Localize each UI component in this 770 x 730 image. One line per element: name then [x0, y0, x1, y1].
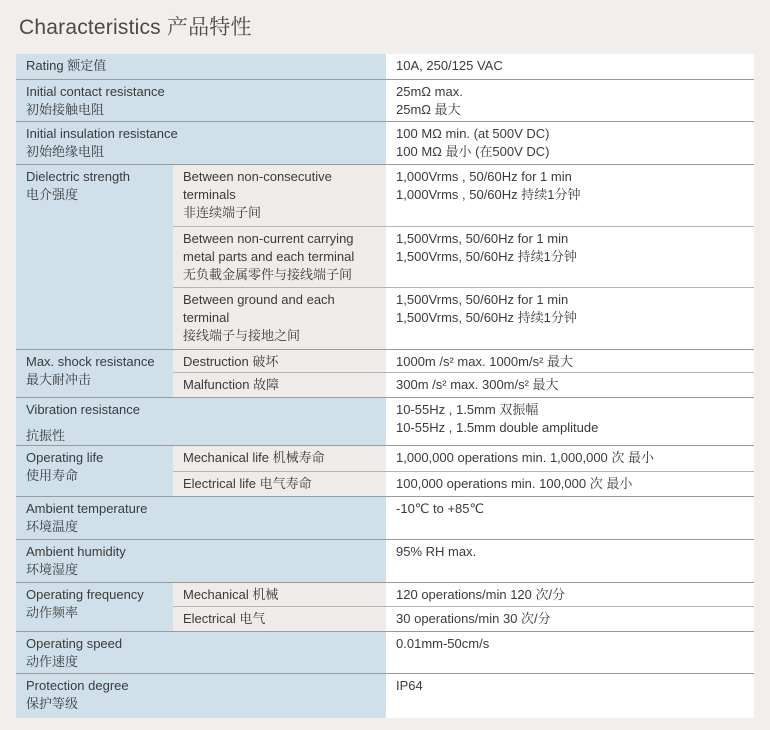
- row-label: [16, 121, 386, 164]
- sub-label: [173, 471, 386, 496]
- value-line: 1000m /s² max. 1000m/s² 最大: [396, 353, 574, 369]
- row-value: [386, 471, 754, 496]
- label-en: Protection degree: [26, 677, 129, 693]
- sub-label: [173, 582, 386, 606]
- table-row: [16, 79, 754, 121]
- row-label: [16, 164, 173, 349]
- row-value: [386, 54, 754, 79]
- value-line: 1,500Vrms, 50/60Hz 持续1分钟: [396, 248, 577, 264]
- row-value: [386, 79, 754, 121]
- row-label: [16, 631, 386, 673]
- value-line: 100 MΩ min. (at 500V DC): [396, 125, 550, 141]
- table-row: [16, 121, 754, 164]
- value-line: 25mΩ 最大: [396, 101, 461, 117]
- table-row: [16, 397, 754, 445]
- table-row: [16, 54, 754, 79]
- value-line: 1,000Vrms , 50/60Hz for 1 min: [396, 168, 572, 184]
- sub-label-line: Malfunction 故障: [183, 376, 280, 392]
- label-zh: 抗振性: [26, 427, 66, 443]
- value-line: 100,000 operations min. 100,000 次 最小: [396, 475, 633, 491]
- label-en: Dielectric strength: [26, 168, 131, 184]
- sub-label-line: Mechanical 机械: [183, 586, 279, 602]
- sub-label-line: Destruction 破坏: [183, 353, 279, 369]
- value-line: 0.01mm-50cm/s: [396, 635, 490, 651]
- sub-label-line: 无负載金属零件与接线端子间: [183, 266, 353, 282]
- label-en: Initial contact resistance: [26, 83, 165, 99]
- sub-label-line: 接线端子与接地之间: [183, 327, 301, 343]
- row-value: [386, 372, 754, 397]
- label-en: Ambient temperature: [26, 500, 148, 516]
- label-zh: 初始接触电阻: [26, 101, 105, 117]
- value-line: 1,500Vrms, 50/60Hz for 1 min: [396, 291, 569, 307]
- label-zh: 环境湿度: [26, 561, 79, 577]
- table-row: [16, 539, 754, 582]
- label-en: Initial insulation resistance: [26, 125, 178, 141]
- label-zh: 最大耐冲击: [26, 371, 92, 387]
- row-label: [16, 397, 386, 445]
- value-line: 300m /s² max. 300m/s² 最大: [396, 376, 559, 392]
- row-value: [386, 397, 754, 445]
- label-en: Operating frequency: [26, 586, 144, 602]
- row-value: [386, 496, 754, 539]
- sub-label: [173, 445, 386, 471]
- row-value: [386, 582, 754, 606]
- row-label: [16, 673, 386, 718]
- value-line: 10-55Hz , 1.5mm double amplitude: [396, 419, 599, 435]
- sub-label-line: terminal: [183, 309, 230, 325]
- label-zh: 动作频率: [26, 604, 79, 620]
- sub-label-line: Between non-consecutive: [183, 168, 332, 184]
- value-line: 1,500Vrms, 50/60Hz for 1 min: [396, 230, 569, 246]
- row-value: [386, 287, 754, 349]
- value-line: -10℃ to +85℃: [396, 500, 485, 516]
- label-zh: 动作速度: [26, 653, 79, 669]
- page-title: Characteristics 产品特性: [19, 16, 252, 39]
- row-label: [16, 496, 386, 539]
- label-zh: 环境温度: [26, 518, 79, 534]
- table-row: [16, 631, 754, 673]
- row-value: [386, 539, 754, 582]
- row-value: [386, 445, 754, 471]
- value-line: 120 operations/min 120 次/分: [396, 586, 566, 602]
- table-row: [16, 164, 754, 226]
- row-label: [16, 349, 173, 397]
- sub-label-line: Between non-current carrying: [183, 230, 354, 246]
- value-line: 25mΩ max.: [396, 83, 463, 99]
- table-row: [16, 445, 754, 471]
- label-en: Max. shock resistance: [26, 353, 155, 369]
- table-row: [16, 673, 754, 718]
- table-row: [16, 496, 754, 539]
- row-label: [16, 445, 173, 496]
- value-line: 10-55Hz , 1.5mm 双振幅: [396, 401, 539, 417]
- sub-label-line: metal parts and each terminal: [183, 248, 355, 264]
- value-line: 30 operations/min 30 次/分: [396, 610, 551, 626]
- label-zh: 保护等级: [26, 695, 79, 711]
- sub-label: [173, 372, 386, 397]
- table-row: [16, 349, 754, 372]
- sub-label-line: Mechanical life 机械寿命: [183, 449, 325, 465]
- value-line: IP64: [396, 677, 423, 693]
- sub-label-line: Between ground and each: [183, 291, 335, 307]
- sub-label-line: 非连续端子间: [183, 204, 262, 220]
- row-value: [386, 631, 754, 673]
- label-en: Ambient humidity: [26, 543, 126, 559]
- value-line: 95% RH max.: [396, 543, 477, 559]
- value-line: 1,500Vrms, 50/60Hz 持续1分钟: [396, 309, 577, 325]
- label-en: Operating life: [26, 449, 104, 465]
- row-label: [16, 539, 386, 582]
- row-label: [16, 582, 173, 631]
- sub-label-line: terminals: [183, 186, 236, 202]
- label-en: Rating 额定值: [26, 58, 107, 73]
- sub-label: [173, 606, 386, 631]
- row-value: [386, 349, 754, 372]
- label-en: Operating speed: [26, 635, 123, 651]
- sub-label: [173, 349, 386, 372]
- row-value: [386, 606, 754, 631]
- sub-label: [173, 287, 386, 349]
- sub-label: [173, 164, 386, 226]
- value-line: 1,000,000 operations min. 1,000,000 次 最小: [396, 449, 655, 465]
- table-row: [16, 582, 754, 606]
- characteristics-table: [16, 54, 754, 718]
- row-value: [386, 164, 754, 226]
- label-zh: 使用寿命: [26, 467, 79, 483]
- sub-label-line: Electrical life 电气寿命: [183, 475, 312, 491]
- value-line: 10A, 250/125 VAC: [396, 58, 503, 73]
- sub-label: [173, 226, 386, 287]
- value-line: 100 MΩ 最小 (在500V DC): [396, 143, 550, 159]
- value-line: 1,000Vrms , 50/60Hz 持续1分钟: [396, 186, 581, 202]
- label-en: Vibration resistance: [26, 401, 140, 417]
- label-zh: 初始绝缘电阻: [26, 143, 105, 159]
- row-value: [386, 673, 754, 718]
- row-label: [16, 54, 386, 79]
- label-zh: 电介强度: [26, 186, 79, 202]
- row-value: [386, 226, 754, 287]
- row-label: [16, 79, 386, 121]
- sub-label-line: Electrical 电气: [183, 610, 266, 626]
- row-value: [386, 121, 754, 164]
